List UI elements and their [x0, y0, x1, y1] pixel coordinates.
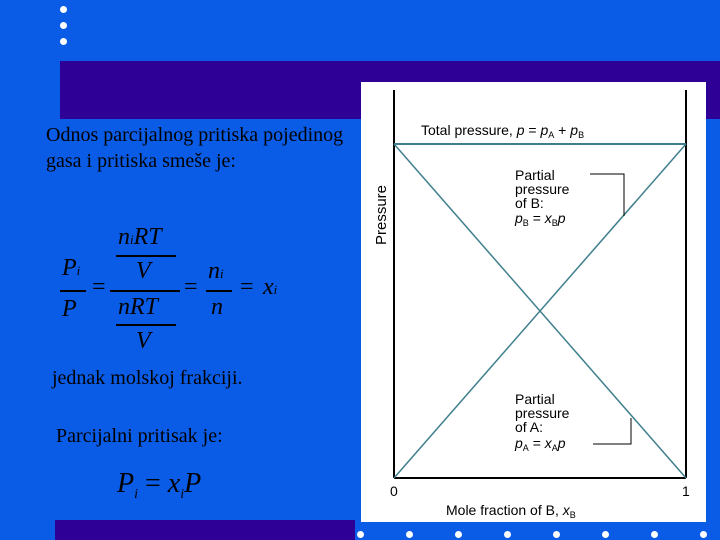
x-tick-0: 0	[390, 483, 398, 499]
big-num-top: niRT	[118, 224, 162, 250]
equals-sign: =	[184, 274, 198, 300]
pressure-diagram	[361, 82, 706, 522]
partial-b-label	[514, 167, 570, 228]
svg-text:of A:: of A:	[515, 419, 544, 435]
decor-dot	[553, 531, 560, 538]
lhs-numerator: Pi	[62, 255, 81, 281]
total-pressure-label: Total pressure, $p = p_A + p_B$	[421, 122, 585, 140]
rhs-mole-fraction: xi	[263, 274, 278, 300]
svg-text:of B:: of B:	[515, 195, 544, 211]
decor-dot	[700, 531, 707, 538]
decor-dot	[60, 22, 67, 29]
footer-bar	[55, 520, 355, 540]
decor-dot	[455, 531, 462, 538]
decor-dot	[60, 6, 67, 13]
svg-text:pressure: pressure	[515, 405, 570, 421]
equals-sign: =	[92, 274, 106, 300]
partial-a-pointer	[593, 418, 631, 444]
big-num-bottom: V	[136, 258, 151, 284]
intro-text: Odnos parcijalnog pritiska pojedinog gasa i pritiska smeše je:	[46, 124, 344, 172]
decor-dot	[504, 531, 511, 538]
svg-text:Partial: Partial	[515, 391, 555, 407]
partial-b-pointer	[590, 174, 624, 216]
decor-dot	[406, 531, 413, 538]
ratio-formula	[58, 222, 328, 362]
footer-dots	[357, 531, 720, 540]
svg-text:pA = xAp: $p_A = x_Ap$	[515, 435, 566, 453]
equals-sign: =	[240, 274, 254, 300]
svg-text:pB = xBp: $p_B = x_Bp$	[515, 210, 566, 228]
lhs-denominator: P	[62, 296, 77, 322]
svg-text:Partial: Partial	[515, 167, 555, 183]
mid-numerator: ni	[208, 258, 224, 284]
mid-denominator: n	[211, 294, 223, 320]
y-axis-label: Pressure	[373, 184, 390, 245]
big-den-top: nRT	[118, 294, 159, 320]
partial-a-label	[514, 391, 570, 453]
bullet-dots	[60, 6, 67, 54]
decor-dot	[602, 531, 609, 538]
decor-dot	[357, 531, 364, 538]
molar-fraction-text: jednak molskoj frakciji.	[52, 367, 243, 389]
x-tick-1: 1	[682, 483, 690, 499]
decor-dot	[60, 38, 67, 45]
svg-text:pressure: pressure	[515, 181, 570, 197]
partial-pressure-text: Parcijalni pritisak je:	[56, 425, 223, 447]
x-axis-label: Mole fraction of B, $x_B$	[446, 502, 576, 520]
partial-pressure-formula: $P_i = x_iP$	[117, 468, 202, 502]
big-den-bottom: V	[136, 328, 151, 354]
decor-dot	[651, 531, 658, 538]
